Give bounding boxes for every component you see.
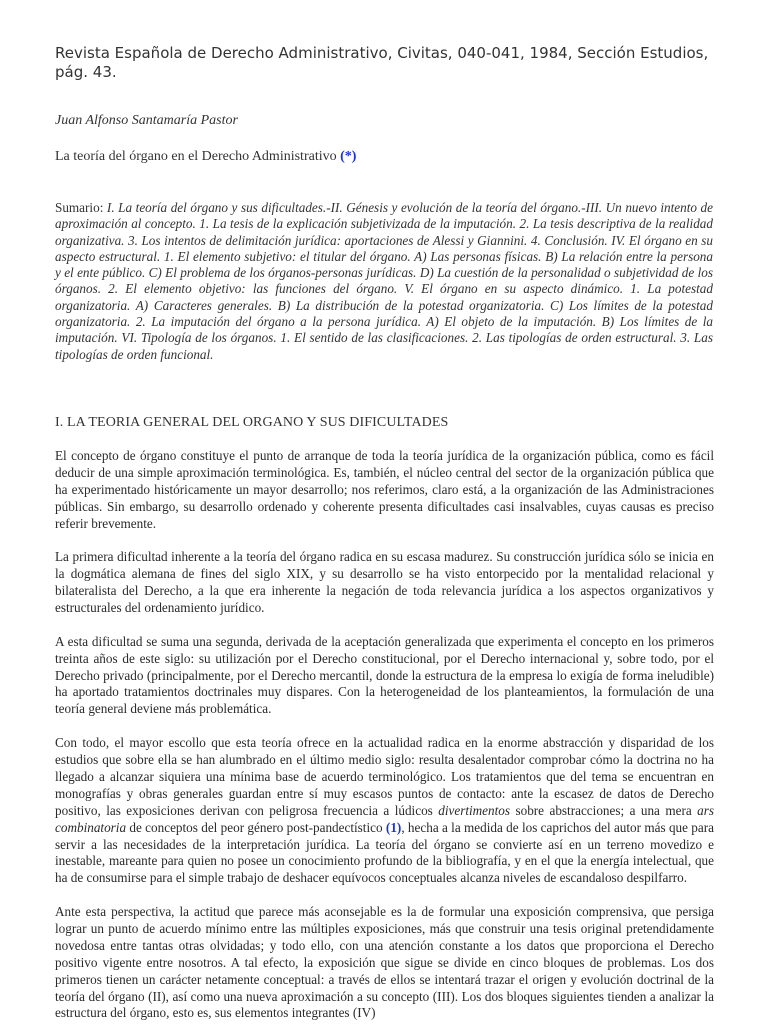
paragraph-4-part-4: , hecha a la medida de los caprichos del autor más que para servir a las necesidades de la interpretación jurídica. La teoría del órgano se convierte así en un terreno movedizo e inestable, mareante para quien no posee un conocimiento profundo de la bibliografía, y en el que la energía intelectual, que ha de consumirse para el simple trabajo de deshacer equívocos conceptuales alcanza niveles de escandaloso despilfarro. (55, 819, 714, 886)
section-body (55, 448, 714, 1024)
paragraph-4-part-3: de conceptos del peor género post-pandectístico (126, 819, 386, 835)
paragraph-4-italic-divertimentos: divertimentos (438, 802, 511, 818)
paragraph-1: El concepto de órgano constituye el punto de arranque de toda la teoría jurídica de la organización pública, como es fácil deducir de una simple aproximación terminológica. Es, también, el núcleo central del sector de la organización pública que ha experimentado históricamente un mayor desarrollo; nos referimos, claro está, a la organización de las Administraciones públicas. Sin embargo, su desarrollo ordenado y coherente presenta dificultades casi insalvables, cuyas causas es preciso referir brevemente. (55, 448, 714, 531)
summary-block (55, 200, 713, 363)
article-title (55, 149, 356, 165)
footnote-1-link[interactable]: (1) (385, 819, 402, 835)
title-footnote-link[interactable]: (*) (340, 149, 357, 164)
paragraph-2: La primera dificultad inherente a la teoría del órgano radica en su escasa madurez. Su construcción jurídica sólo se inicia en la dogmática alemana de fines del siglo XIX, y su desarrollo se ha visto entorpecido por la mentalidad relacional y bilateralista del Derecho, a la que era inherente la negación de toda relevancia jurídica a los aspectos organizativos y estructurales del ordenamiento jurídico. (55, 549, 714, 616)
summary-text: I. La teoría del órgano y sus dificultades.-II. Génesis y evolución de la teoría del órgano.-III. Un nuevo intento de aproximación al concepto. 1. La tesis de la explicación subjetivizada de la imputación. 2. La tesis descriptiva de la realidad organizativa. 3. Los intentos de delimitación jurídica: aportaciones de Alessi y Giannini. 4. Conclusión. IV. El órgano en su aspecto estructural. 1. El elemento subjetivo: el titular del órgano. A) Las personas físicas. B) La relación entre la persona y el ente público. C) El problema de los órganos-personas jurídicas. D) La cuestión de la personalidad o subjetividad de los órganos. 2. El elemento objetivo: las funciones del órgano. V. El órgano en su aspecto dinámico. 1. La potestad organizatoria. A) Caracteres generales. B) La distribución de la potestad organizatoria. C) Los límites de la potestad organizatoria. 2. La imputación del órgano a la persona jurídica. A) El objeto de la imputación. B) Los límites de la imputación. VI. Tipología de los órganos. 1. El sentido de las clasificaciones. 2. Las tipologías de orden estructural. 3. Las tipologías de orden funcional. (55, 200, 714, 362)
article-title-text: La teoría del órgano en el Derecho Administrativo (55, 149, 337, 164)
paragraph-4-part-1: Con todo, el mayor escollo que esta teoría ofrece en la actualidad radica en la enorme abstracción y disparidad de los estudios que sobre ella se han alumbrado en el último medio siglo: resulta desalentador comprobar cómo la doctrina no ha llegado a alcanzar siquiera una mínima base de acuerdo terminológico. Los tratamientos que del tema se encuentran en monografías y obras generales guardan entre sí muy escasos puntos de contacto: ante la escasez de datos de Derecho positivo, las exposiciones derivan con peligrosa frecuencia a lúdicos (55, 735, 714, 818)
journal-citation: Revista Española de Derecho Administrativo, Civitas, 040-041, 1984, Sección Estudios, pág. 43. (55, 44, 709, 81)
paragraph-4-italic-ars-combinatoria: ars combinatoria (55, 802, 714, 835)
summary-label: Sumario: (55, 200, 104, 215)
paragraph-4 (55, 735, 714, 887)
section-heading: I. LA TEORIA GENERAL DEL ORGANO Y SUS DIFICULTADES (55, 415, 449, 430)
author-name: Juan Alfonso Santamaría Pastor (55, 113, 238, 128)
paragraph-5: Ante esta perspectiva, la actitud que parece más aconsejable es la de formular una exposición comprensiva, que persiga lograr un punto de acuerdo mínimo entre las múltiples exposiciones, más que construir una tesis original pretendidamente novedosa entre tantas otras olvidadas; y todo ello, con una atención constante a los datos que proporciona el Derecho positivo vigente entre nosotros. A tal efecto, la exposición que sigue se divide en cinco bloques de problemas. Los dos primeros tienen un carácter netamente conceptual: a través de ellos se intentará trazar el origen y evolución doctrinal de la teoría del órgano (II), así como una nueva aproximación a su concepto (III). Los dos bloques siguientes tienden a analizar la estructura del órgano, esto es, sus elementos integrantes (IV) (55, 904, 714, 1021)
paragraph-3: A esta dificultad se suma una segunda, derivada de la aceptación generalizada que experimenta el concepto en los primeros treinta años de este siglo: su utilización por el Derecho constitucional, por el Derecho internacional y, sobre todo, por el Derecho privado (principalmente, por el Derecho mercantil, donde la estructura de la empresa lo exigía de forma ineludible) ha aportado tratamientos doctrinales muy dispares. Con la heterogeneidad de los planteamientos, la formulación de una teoría general deviene más problemática. (55, 633, 714, 717)
paragraph-4-part-2: sobre abstracciones; a una mera (510, 802, 698, 818)
